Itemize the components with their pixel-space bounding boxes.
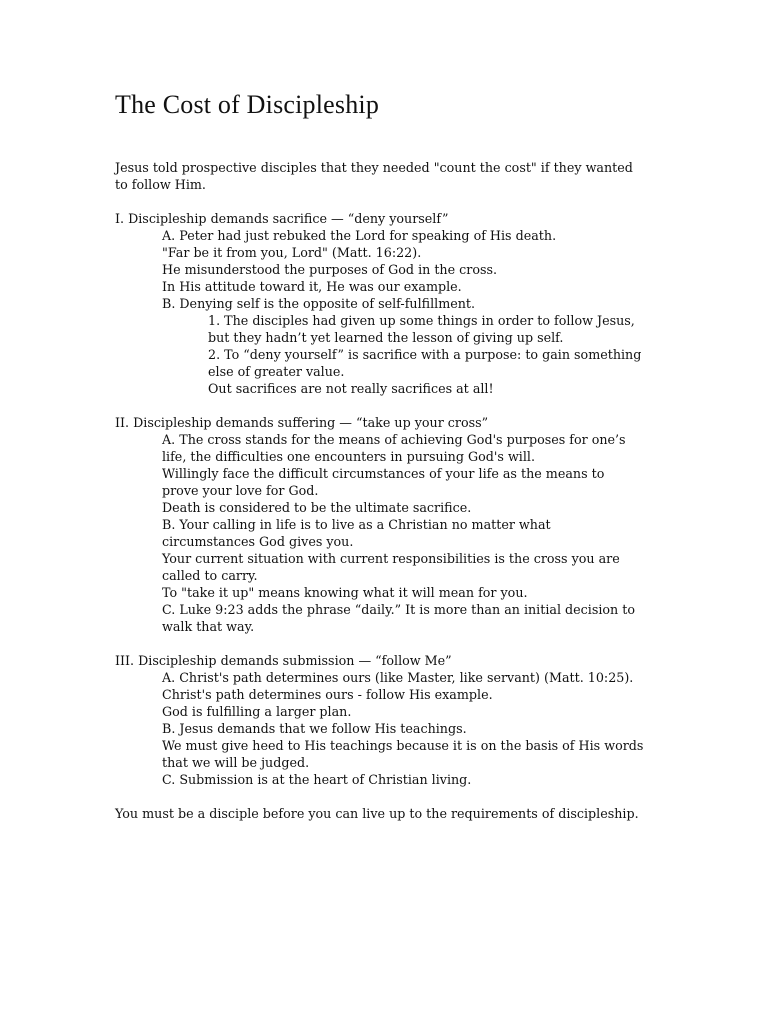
outline-line: but they hadn’t yet learned the lesson of giving up self. [208, 330, 564, 345]
outline-line: Willingly face the difficult circumstances of your life as the means to [162, 466, 605, 481]
document-page [115, 88, 715, 822]
outline-line: Your current situation with current responsibilities is the cross you are [162, 551, 620, 566]
outline-line: C. Submission is at the heart of Christian living. [162, 772, 472, 787]
outline-line: "Far be it from you, Lord" (Matt. 16:22). [162, 245, 422, 260]
outline-line: A. Christ's path determines ours (like Master, like servant) (Matt. 10:25). [162, 670, 634, 685]
outline-line: Death is considered to be the ultimate sacrifice. [162, 500, 472, 515]
section-sacrifice [115, 210, 715, 397]
outline-line: walk that way. [162, 619, 255, 634]
outline-line: 1. The disciples had given up some things in order to follow Jesus, [208, 313, 635, 328]
intro-line: Jesus told prospective disciples that they needed "count the cost" if they wanted [115, 160, 633, 175]
outline-line: B. Denying self is the opposite of self-fulfillment. [162, 296, 476, 311]
intro-line: to follow Him. [115, 177, 206, 192]
section-suffering [115, 414, 715, 635]
section-heading: II. Discipleship demands suffering — “take up your cross” [115, 415, 489, 430]
section-heading: III. Discipleship demands submission — “follow Me” [115, 653, 452, 668]
outline-line: He misunderstood the purposes of God in the cross. [162, 262, 498, 277]
outline-line: B. Your calling in life is to live as a Christian no matter what [162, 517, 551, 532]
outline-line: 2. To “deny yourself” is sacrifice with a purpose: to gain something [208, 347, 642, 362]
outline-line: God is fulfilling a larger plan. [162, 704, 352, 719]
outline-line: Christ's path determines ours - follow His example. [162, 687, 493, 702]
outline-line: B. Jesus demands that we follow His teachings. [162, 721, 467, 736]
outline-line: A. Peter had just rebuked the Lord for speaking of His death. [162, 228, 557, 243]
document-title: The Cost of Discipleship [115, 90, 380, 119]
outline-line: prove your love for God. [162, 483, 319, 498]
outline-line: called to carry. [162, 568, 258, 583]
outline-line: circumstances God gives you. [162, 534, 354, 549]
conclusion-paragraph: You must be a disciple before you can live up to the requirements of discipleship. [115, 806, 639, 821]
outline-line: C. Luke 9:23 adds the phrase “daily.” It is more than an initial decision to [162, 602, 635, 617]
outline-line: A. The cross stands for the means of achieving God's purposes for one’s [162, 432, 626, 447]
section-submission [115, 652, 715, 788]
intro-paragraph [115, 159, 715, 193]
outline-line: We must give heed to His teachings because it is on the basis of His words [162, 738, 644, 753]
outline-line: To "take it up" means knowing what it will mean for you. [162, 585, 528, 600]
outline-line: In His attitude toward it, He was our example. [162, 279, 462, 294]
outline-line: that we will be judged. [162, 755, 310, 770]
section-heading: I. Discipleship demands sacrifice — “deny yourself” [115, 211, 449, 226]
outline-line: else of greater value. [208, 364, 345, 379]
outline-line: Out sacrifices are not really sacrifices at all! [208, 381, 494, 396]
outline-line: life, the difficulties one encounters in pursuing God's will. [162, 449, 536, 464]
